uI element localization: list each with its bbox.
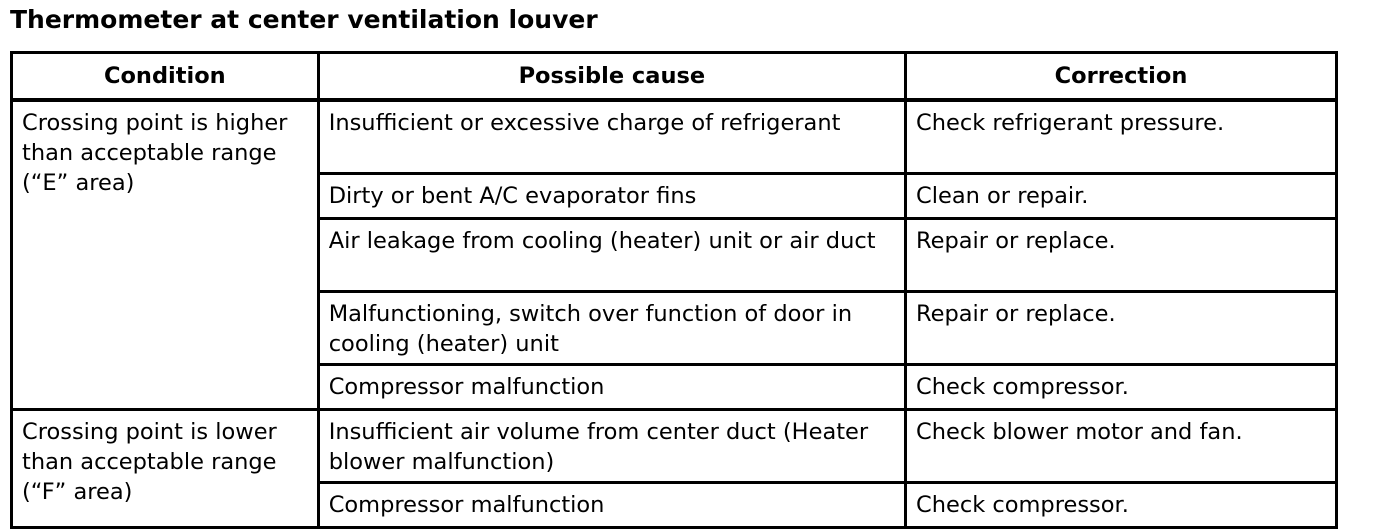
table-row xyxy=(12,410,1337,483)
diagnosis-table xyxy=(10,51,1338,529)
correction-cell: Check blower motor and fan. xyxy=(906,410,1337,483)
correction-cell: Check compressor. xyxy=(906,365,1337,410)
table-header-row xyxy=(12,53,1337,101)
cause-cell: Compressor malfunction xyxy=(318,483,905,528)
correction-cell: Check compressor. xyxy=(906,483,1337,528)
condition-cell: Crossing point is higher than acceptable range (“E” area) xyxy=(12,100,319,410)
cause-cell: Insufficient or excessive charge of refrigerant xyxy=(318,100,905,174)
column-header-possible-cause: Possible cause xyxy=(318,53,905,101)
condition-cell: Crossing point is lower than acceptable range (“F” area) xyxy=(12,410,319,528)
cause-cell: Malfunctioning, switch over function of door in cooling (heater) unit xyxy=(318,292,905,365)
cause-cell: Dirty or bent A/C evaporator fins xyxy=(318,174,905,219)
correction-cell: Check refrigerant pressure. xyxy=(906,100,1337,174)
cause-cell: Compressor malfunction xyxy=(318,365,905,410)
cause-cell: Air leakage from cooling (heater) unit or air duct xyxy=(318,219,905,292)
column-header-condition: Condition xyxy=(12,53,319,101)
cause-cell: Insufficient air volume from center duct (Heater blower malfunction) xyxy=(318,410,905,483)
column-header-correction: Correction xyxy=(906,53,1337,101)
table-row xyxy=(12,100,1337,174)
document-title: Thermometer at center ventilation louver xyxy=(10,5,598,34)
correction-cell: Repair or replace. xyxy=(906,292,1337,365)
correction-cell: Clean or repair. xyxy=(906,174,1337,219)
correction-cell: Repair or replace. xyxy=(906,219,1337,292)
